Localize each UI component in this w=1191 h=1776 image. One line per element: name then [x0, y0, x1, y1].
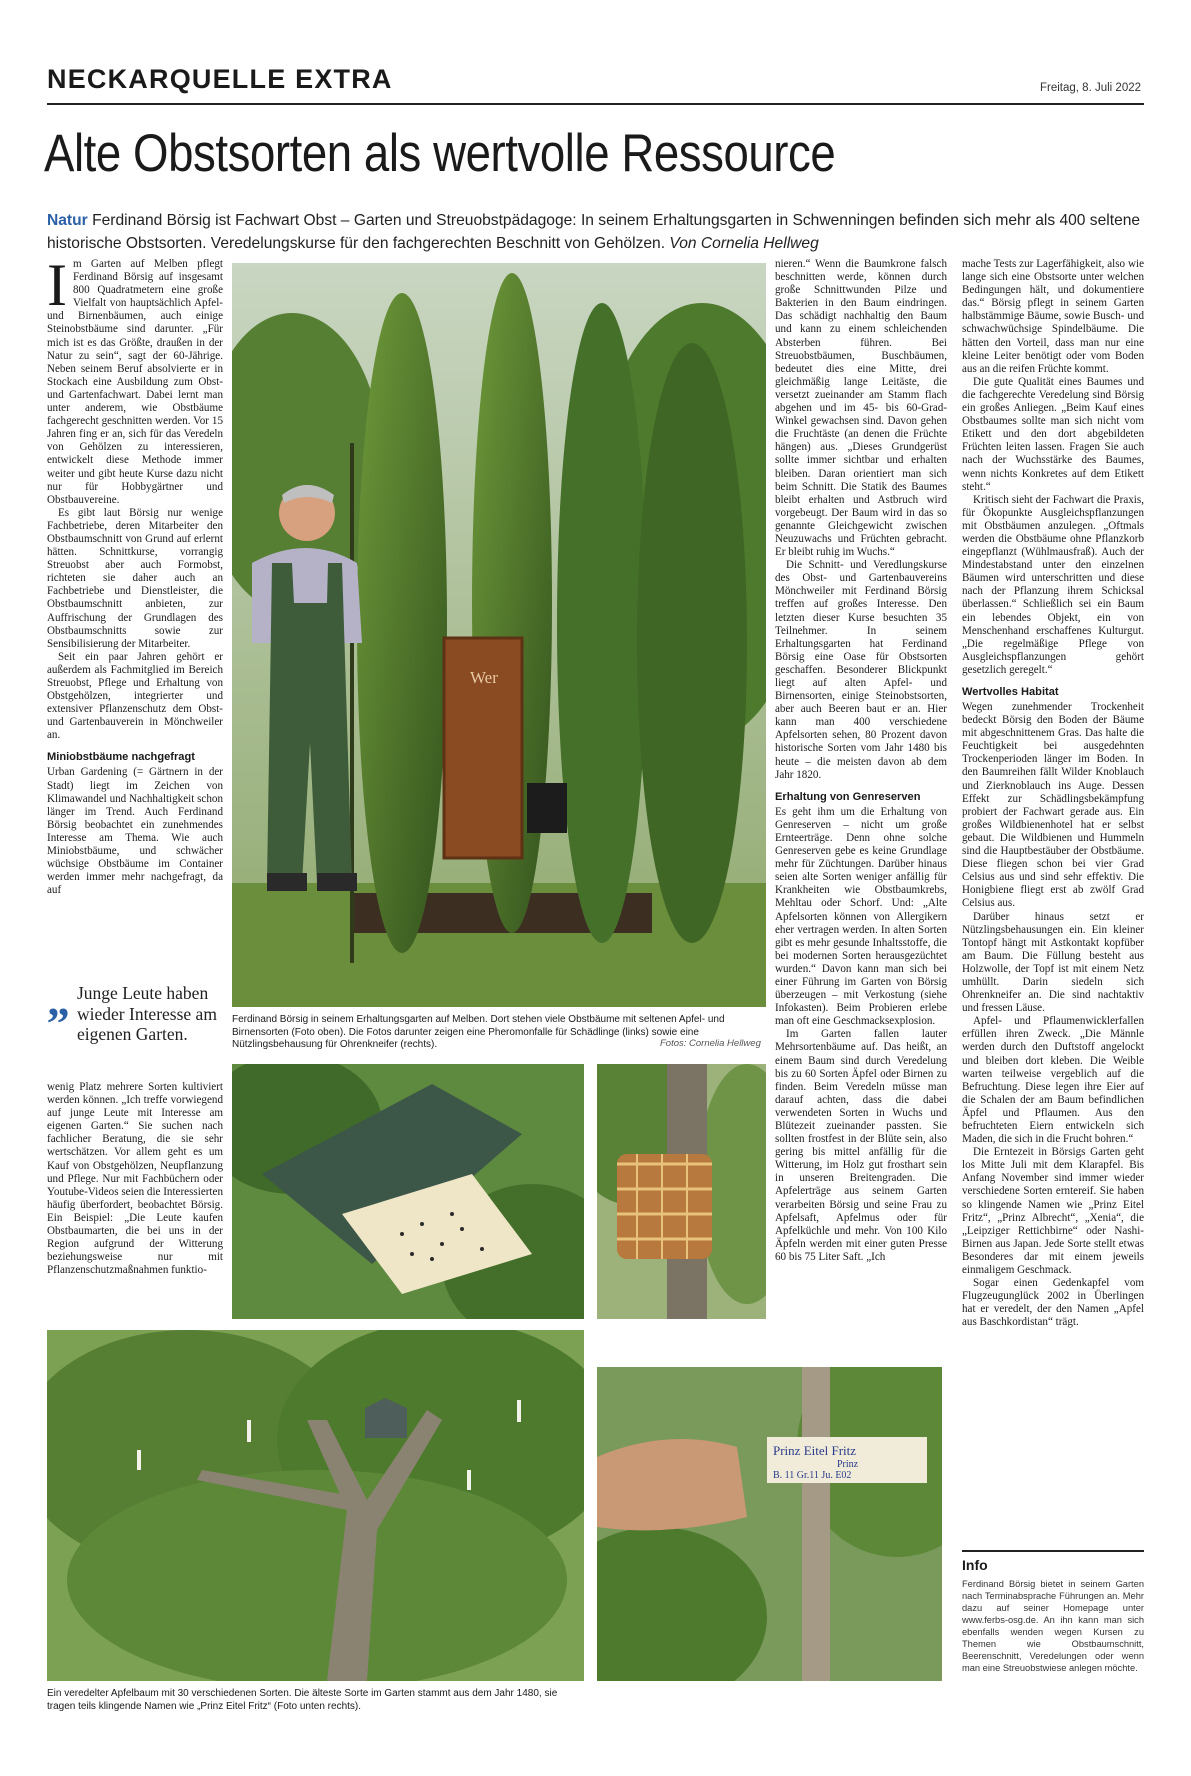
pull-quote — [47, 974, 223, 1045]
issue-date: Freitag, 8. Juli 2022 — [1040, 82, 1142, 94]
drop-cap: I — [47, 252, 67, 318]
paragraph: Urban Gardening (= Gärtnern in der Stadt) liegt im Zeichen von Klimawandel und Nachhaltigkeit schon länger im Trend. Auch Ferdinand Börsig beobachtet ein zunehmendes Interesse am Thema. Wie auch Miniobstbäume, und schwächer wüchsige Obstbäume im Container werden immer mehr nachgefragt, da auf — [47, 766, 223, 897]
quote-text: Junge Leute haben wieder Interesse am eigenen Garten. — [77, 983, 217, 1044]
lead-text: Ferdinand Börsig ist Fachwart Obst – Garten und Streuobstpädagoge: In seinem Erhaltungsgarten in Schwenningen befinden sich mehr als 400 seltene historische Obstsorten. Veredelungskurse für den fachgerechten Beschnitt von Gehölzen. — [47, 212, 1141, 252]
article-column-1-continued — [47, 1081, 223, 1277]
section-title: NECKARQUELLE EXTRA — [47, 64, 393, 94]
info-title: Info — [962, 1557, 988, 1573]
subheading: Wertvolles Habitat — [962, 686, 1059, 698]
paragraph: Apfel- und Pflaumenwicklerfallen erfüllen ihren Zweck. „Die Männle werden durch den Duftstoff angelockt und bleiben dort kleben. Die Weible warten teilweise vergeblich auf die Befruchtung. Diese legen ihre Eier auf die Schalen der am Baum befindlichen Äpfel und Pflaumen. Aus den befruchteten Eiern entwickeln sich Maden, die sich in die Frucht bohren.“ — [962, 1015, 1144, 1146]
paragraph: Im Garten fallen lauter Mehrsortenbäume auf. Das heißt, an einem Baum sind durch Veredelung bis zu 60 Sorten Äpfel oder Birnen zu finden. Beim Veredeln müsse man darauf achten, dass die dabei verwendeten Sorten in Wuchs und Blütezeit zueinander passten. Sie sollten frostfest in der Blüte sein, also gering bis mittel anfällig für die Witterung, im Holz gut frosthart sein in unseren Breitengraden. Die Apfelerträge aus seinem Garten verarbeiten Börsig und seine Frau zu Apfelsaft, Apfelmus oder für Apfelküchle und mehr. Von 100 Kilo Äpfeln werden mit einer guten Presse 60 bis 75 Liter Saft. „Ich — [775, 1028, 947, 1263]
subheading: Miniobstbäume nachgefragt — [47, 751, 195, 764]
sign-text: Wer — [470, 668, 498, 687]
paragraph: Sogar einen Gedenkapfel vom Flugzeugunglück 2002 in Überlingen hat er veredelt, der den Namen „Apfel aus Baschkordistan“ trägt. — [962, 1277, 1144, 1329]
label-line-3: B. 11 Gr.11 Ju. E02 — [773, 1470, 852, 1481]
byline: Von Cornelia Hellweg — [669, 235, 819, 252]
lead-kicker: Natur — [47, 212, 88, 229]
article-column-3 — [775, 258, 947, 1264]
main-photo — [232, 263, 766, 1007]
info-rule — [962, 1550, 1144, 1552]
paragraph: Kritisch sieht der Fachwart die Praxis, für Ökopunkte Ausgleichspflanzungen mit Obstbäumen anzulegen. „Oftmals werden die Obstbäume ohne Pflanzkorb eingepflanzt (Wühlmausfraß). Auch der Mindestabstand unter den einzelnen Bäumen wird unterschritten und diese nach der Pflanzung ihrem Schicksal überlassen.“ Schließlich sei ein Baum ein lebendes Objekt, ein von Menschenhand erschaffenes Kulturgut. „Die regelmäßige Pflege von Ausgleichspflanzungen gehört gesetzlich geregelt.“ — [962, 493, 1144, 676]
article-column-4 — [962, 258, 1144, 1330]
info-text: Ferdinand Börsig bietet in seinem Garten nach Terminabsprache Führungen an. Mehr dazu auf seiner Homepage unter www.ferbs-osg.de. An ihn kann man sich ebenfalls wenden wegen Kursen zu Themen wie Obstbaumschnitt, Beerenschnitt, Veredelungen oder wenn man eine Streuobstwiese anlegen möchte. — [962, 1579, 1144, 1673]
lead-paragraph — [47, 209, 1147, 255]
tree-photo-caption: Ein veredelter Apfelbaum mit 30 verschiedenen Sorten. Die älteste Sorte im Garten stammt aus dem Jahr 1480, sie tragen teils klingende Namen wie „Prinz Eitel Fritz“ (Foto unten rechts). — [47, 1688, 558, 1712]
variety-label-photo — [597, 1367, 942, 1681]
info-box — [962, 1550, 1144, 1674]
header-rule — [47, 103, 1144, 105]
paragraph: nieren.“ Wenn die Baumkrone falsch beschnitten werde, können durch große Schnittwunden Pilze und Bakterien in den Baum eindringen. Das schädigt nachhaltig den Baum und kann zu einem schleichenden Absterben führen. Bei Streuobstbäumen, Buschbäumen, bedeutet dies eine Mitte, drei gleichmäßig lange Leitäste, die versetzt zueinander am Stamm flach abgehen und im 45- bis 60-Grad-Winkel gewachsen sind. Davon gehen die Fruchtäste (an denen die Früchte hängen) aus. „Dieses Grundgerüst sollte immer sichtbar und erhalten bleiben. Daran orientiert man sich beim Schnitt. Die Statik des Baumes bleibt erhalten und Astbruch wird vorgebeugt. Der Baum wird in das so genannte Gleichgewicht zwischen Neuzuwachs und Früchten gebracht. Er bleibt ruhig im Wuchs.“ — [775, 258, 947, 559]
photo-credit: Fotos: Cornelia Hellweg — [660, 1038, 761, 1049]
paragraph: wenig Platz mehrere Sorten kultiviert werden können. „Ich treffe vorwiegend auf junge Leute mit Interesse am eigenen Garten.“ Sie suchen nach fachlicher Beratung, die sie sehr wertschätzen. Vor allem geht es um Kauf von Obstgehölzen, Neupflanzung und Pflege. Nur mit Fachbüchern oder Youtube-Videos seien die Interessierten häufig überfordert, beobachtet Börsig. Ein Beispiel: „Die Leute kaufen Obstbaumarten, die bei uns in der Region aufgrund der Witterung beziehungsweise nur mit Pflanzenschutzmaßnahmen funktio- — [47, 1081, 223, 1277]
article-column-1 — [47, 252, 223, 897]
paragraph: mache Tests zur Lagerfähigkeit, also wie lange sich eine Obstsorte unter welchen Bedingungen hält, und dokumentiere das.“ Börsig pflegt in seinem Garten halbstämmige Bäume, sowie Busch- und schwachwüchsige Spindelbäume. Die hätten den Vorteil, dass man nur eine kleine Leiter benötigt oder vom Boden aus an die reifen Früchte kommt. — [962, 258, 1144, 375]
label-line-1: Prinz Eitel Fritz — [773, 1443, 857, 1458]
grafted-tree-photo — [47, 1330, 584, 1681]
paragraph: Die Schnitt- und Veredlungskurse des Obst- und Gartenbauvereins Mönchweiler mit Ferdinand Börsig treffen auf großes Interesse. Den letzten dieser Kurse besuchten 35 Teilnehmer. In seinem Erhaltungsgarten hat Ferdinand Börsig eine Oase für Obstsorten geschaffen. Besonderer Blickpunkt liegt auf alten Apfel- und Birnensorten, einige Steinobstsorten, aber auch Beeren baut er an. Hier kann man 400 verschiedene Apfelsorten sehen, 80 Prozent davon historische Sorten vom Jahr 1480 bis heute – die meisten davon ab dem Jahr 1820. — [775, 559, 947, 781]
paragraph: Darüber hinaus setzt er Nützlingsbehausungen ein. Ein kleiner Tontopf hängt mit Astkontakt kopfüber am Baum. Die Füllung besteht aus Holzwolle, der Topf ist mit einem Netz umhüllt. Darin siedeln sich Ohrenkneifer an. Die sind nachtaktiv und fressen Läuse. — [962, 910, 1144, 1015]
pheromone-trap-photo — [232, 1064, 584, 1319]
paragraph: Es geht ihm um die Erhaltung von Genreserven – nicht um große Ernteerträge. Denn ohne solche Genreserven gebe es keine Grundlage mehr für Züchtungen. Darüber hinaus seien alte Sorten weniger anfällig für Krankheiten wie Obstbaumkrebs, Mehltau oder Schorf. Und: „Alte Apfelsorten können von Allergikern eher vertragen werden. In alten Sorten gibt es mehr gesunde Inhaltsstoffe, die bei modernen Sorten herausgezüchtet wurden.“ Davon kann man sich bei einer Führung im Garten von Börsig überzeugen – mit Verkostung (siehe Infokasten). Beim Probieren erlebe man oft eine Geschmacksexplosion. — [775, 805, 947, 1028]
label-line-2: Prinz — [837, 1459, 859, 1470]
earwig-house-photo — [597, 1064, 766, 1319]
paragraph: Seit ein paar Jahren gehört er außerdem als Fachmitglied im Bereich Streuobst, Pflege und Erhaltung von Obstgehölzen, integrierter und extensiver Pflanzenschutz dem Obst- und Gartenbauverein in Mönchweiler an. — [47, 650, 223, 742]
paragraph: Die gute Qualität eines Baumes und die fachgerechte Veredelung sind Börsig ein großes Anliegen. „Beim Kauf eines Obstbaumes sollte man sich nicht vom Etikett und den dort abgebildeten Früchten leiten lassen. Fragen Sie auch nach der Wuchsstärke des Baumes, wenn nichts Konkretes auf dem Etikett steht.“ — [962, 375, 1144, 493]
quote-mark-icon: „ — [47, 974, 70, 1025]
paragraph: Wegen zunehmender Trockenheit bedeckt Börsig den Boden der Bäume mit abgeschnittenem Gras. Das halte die Feuchtigkeit bei ausgedehnten Trockenperioden länger im Boden. In den Baumreihen fällt Wilder Knoblauch und Zierknoblauch ins Auge. Dessen Effekt zur Schädlingsbekämpfung probiert der Fachwart gerade aus. Ein großes Wildbienenhotel hat er selbst gebaut. Die Wildbienen und Hummeln sind die Hauptbestäuber der Obstbäume. Diese fliegen schon bei vier Grad Celsius aus und sind sehr effektiv. Die Honigbiene fliegt erst ab zwölf Grad Celsius aus. — [962, 701, 1144, 910]
paragraph: m Garten auf Melben pflegt Ferdinand Börsig auf insgesamt 800 Quadratmetern eine große Vielfalt von hauptsächlich Apfel- und Birnenbäumen, auch einige Steinobstbäume sind darunter. „Für mich ist es das Größte, draußen in der Natur zu sein“, sagt der 60-Jährige. Neben seinem Beruf absolvierte er in Stockach eine Ausbildung zum Obst- und Gartenfachwart. Dabei lernt man unter anderem, wie Obstbäume fachgerecht geschnitten werden. Vor 15 Jahren fing er an, sich für das Veredeln von Gehölzen zu interessieren, entwickelt diese Methode immer weiter und gibt heute Kurse dazu nicht nur für Hobbygärtner und Obstbauvereine. — [47, 258, 223, 506]
subheading: Erhaltung von Genreserven — [775, 790, 921, 803]
main-photo-caption: Ferdinand Börsig in seinem Erhaltungsgarten auf Melben. Dort stehen viele Obstbäume mit seltenen Apfel- und Birnensorten (Foto oben). Die Fotos darunter zeigen eine Pheromonfalle für Schädlinge (links) sowie eine Nützlingsbehausung für Ohrenkneifer (rechts). — [232, 1014, 725, 1050]
paragraph: Es gibt laut Börsig nur wenige Fachbetriebe, deren Mitarbeiter den Obstbaumschnitt von Grund auf erlernt hätten. Schnittkurse, vorrangig Streuobst aber auch Formobst, richteten sie daher auch an Fachbetriebe und Dienstleister, die Obstbaumschnitt anbieten, zur Auffrischung der Grundlagen des Obstbaumschnitts sowie zur Sensibilisierung der Mitarbeiter. — [47, 506, 223, 650]
paragraph: Die Erntezeit in Börsigs Garten geht los Mitte Juli mit dem Klarapfel. Bis Anfang November sind immer wieder verschiedene Sorten erntereif. Sie haben so klingende Namen wie „Prinz Eitel Fritz“, „Prinz Albrecht“, „Xenia“, die „Leipziger Rettichbirne“ oder Nashi-Birnen aus Japan. Jede Sorte stellt etwas Besonderes dar mit einem jeweils einmaligem Geschmack. — [962, 1146, 1144, 1277]
headline: Alte Obstsorten als wertvolle Ressource — [44, 124, 836, 183]
